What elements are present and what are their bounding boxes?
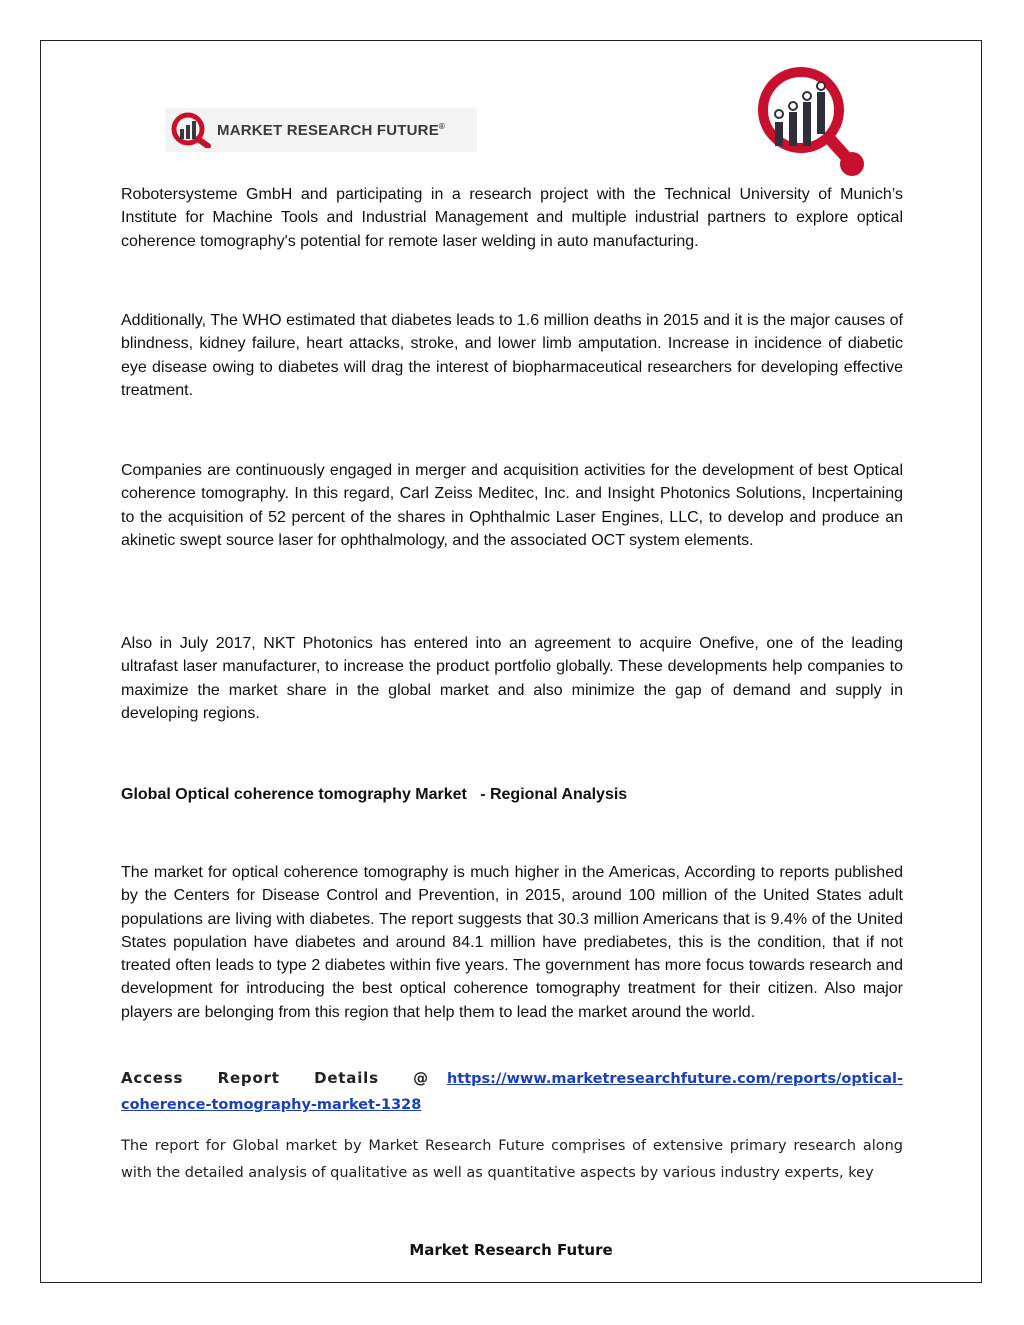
report-link[interactable]: https://www.marketresearchfuture.com/reports/optical-coherence-tomography-market-1328 [121,1071,903,1113]
access-report-line [121,1066,903,1118]
paragraph-mergers-acquisitions: Companies are continuously engaged in merger and acquisition activities for the development of best Optical coherence tomography. In this regard, Carl Zeiss Meditec, Inc. and Insight Photonics Solutions, Incpertaining to the acquisition of 52 percent of the shares in Ophthalmic Laser Engines, LLC, to develop and produce an akinetic swept source laser for ophthalmology, and the associated OCT system elements. [121,462,903,549]
logo-magnifier-icon [171,112,213,148]
paragraph-regional-analysis: The market for optical coherence tomography is much higher in the Americas, According to reports published by the Centers for Disease Control and Prevention, in 2015, around 100 million of the United States adult populations are living with diabetes. The report suggests that 30.3 million Americans that is 9.4% of the United States population have diabetes and around 84.1 million have prediabetes, this is the condition, that if not treated often leads to type 2 diabetes within five years. The government has more focus towards research and development for introducing the best optical coherence tomography treatment for their citizen. Also major players are belonging from this region that help them to lead the market around the world. [121,864,903,1021]
paragraph-robotersysteme: Robotersysteme GmbH and participating in a research project with the Technical University of Munich’s Institute for Machine Tools and Industrial Management and multiple industrial partners to explore optical coherence tomography's potential for remote laser welding in auto manufacturing. [121,186,903,250]
page-footer: Market Research Future [409,1241,613,1259]
logo-text [217,122,445,139]
section-heading: Global Optical coherence tomography Market - Regional Analysis [121,786,628,803]
paragraph-who-diabetes: Additionally, The WHO estimated that diabetes leads to 1.6 million deaths in 2015 and it is the major causes of blindness, kidney failure, heart attacks, stroke, and lower limb amputation. Increase in incidence of diabetic eye disease owing to diabetes will drag the interest of biopharmaceutical researchers for developing effective treatment. [121,312,903,399]
magnifier-chart-icon [755,66,867,178]
paragraph-report-description: The report for Global market by Market Research Future comprises of extensive primary research along with the detailed analysis of qualitative as well as quantitative aspects by various industry experts, key [121,1138,903,1181]
company-logo [165,108,477,152]
paragraph-nkt-photonics: Also in July 2017, NKT Photonics has entered into an agreement to acquire Onefive, one of the leading ultrafast laser manufacturer, to increase the product portfolio globally. These developments help companies to maximize the market share in the global market and also minimize the gap of demand and supply in developing regions. [121,635,903,722]
logo-name: MARKET RESEARCH FUTURE [217,121,439,139]
access-report-label: Access Report Details @ [121,1069,429,1087]
logo-registered-mark: ® [438,121,446,131]
